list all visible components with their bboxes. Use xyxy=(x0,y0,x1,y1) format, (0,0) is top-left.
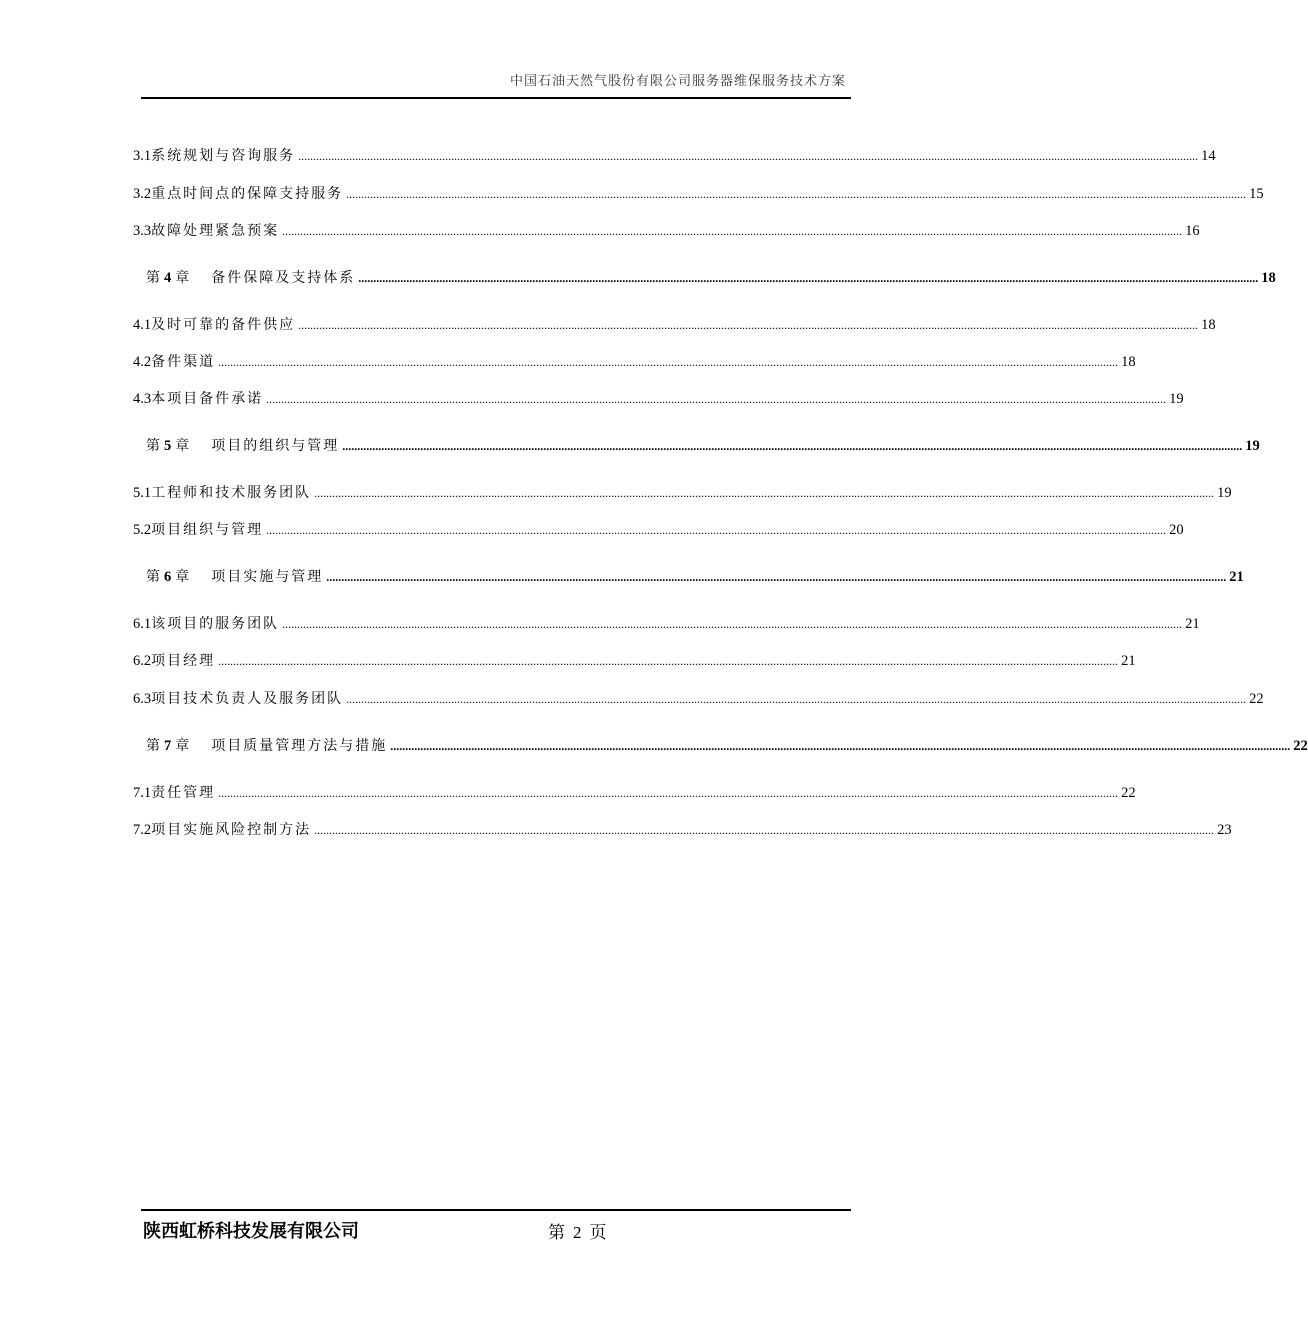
toc-entry[interactable] xyxy=(133,613,1200,635)
toc-chapter-prefix: 第 xyxy=(146,438,160,454)
toc-entry-number: 3.2 xyxy=(133,186,152,202)
toc-entry[interactable] xyxy=(133,388,1184,410)
toc-entry[interactable] xyxy=(133,688,1264,710)
toc-leader-dots: ............................................................................................................................................................................................................................................................................................................ xyxy=(282,224,1183,238)
toc-chapter-number: 6 xyxy=(164,569,172,585)
footer-page-number xyxy=(548,1218,607,1243)
toc-chapter-prefix: 第 xyxy=(146,270,160,286)
toc-entry-number: 5.2 xyxy=(133,522,152,538)
toc-entry-number: 4.2 xyxy=(133,354,152,370)
toc-entry-page: 14 xyxy=(1201,148,1216,164)
footer-company-name: 陕西虹桥科技发展有限公司 xyxy=(143,1221,359,1242)
toc-leader-dots: ............................................................................................................................................................................................................................................................................................................ xyxy=(218,355,1119,369)
toc-leader-dots: ............................................................................................................................................................................................................................................................................................................ xyxy=(342,439,1243,453)
toc-entry-page: 22 xyxy=(1293,738,1308,754)
toc-entry-number: 7.1 xyxy=(133,785,152,801)
toc-chapter-entry[interactable] xyxy=(146,566,1244,588)
toc-entry-title: 故障处理紧急预案 xyxy=(151,223,280,239)
toc-entry-title: 系统规划与咨询服务 xyxy=(151,148,296,164)
toc-leader-dots: ............................................................................................................................................................................................................................................................................................................ xyxy=(314,823,1215,837)
toc-entry-number: 4.3 xyxy=(133,391,152,407)
toc-chapter-number: 7 xyxy=(164,738,172,754)
toc-entry-title: 项目实施风险控制方法 xyxy=(151,822,312,838)
toc-entry[interactable] xyxy=(133,351,1136,373)
footer-page-suffix: 页 xyxy=(589,1223,607,1243)
toc-entry-title: 项目实施与管理 xyxy=(211,569,324,585)
header-rule xyxy=(141,97,851,99)
footer-rule xyxy=(141,1209,851,1211)
toc-chapter-prefix: 第 xyxy=(146,569,160,585)
toc-entry-title: 项目质量管理方法与措施 xyxy=(211,738,388,754)
toc-entry-title: 及时可靠的备件供应 xyxy=(151,317,296,333)
toc-entry-page: 19 xyxy=(1217,485,1232,501)
toc-entry-page: 19 xyxy=(1245,438,1260,454)
toc-chapter-number: 5 xyxy=(164,438,172,454)
toc-entry-page: 15 xyxy=(1249,186,1264,202)
toc-entry-title: 本项目备件承诺 xyxy=(151,391,264,407)
toc-entry[interactable] xyxy=(133,183,1264,205)
document-header-title: 中国石油天然气股份有限公司服务器维保服务技术方案 xyxy=(509,74,846,89)
toc-entry-page: 18 xyxy=(1201,317,1216,333)
toc-leader-dots: ............................................................................................................................................................................................................................................................................................................ xyxy=(266,392,1167,406)
toc-leader-dots: ............................................................................................................................................................................................................................................................................................................ xyxy=(314,486,1215,500)
toc-leader-dots: ............................................................................................................................................................................................................................................................................................................ xyxy=(218,654,1119,668)
toc-chapter-prefix: 第 xyxy=(146,738,160,754)
footer-page-value: 2 xyxy=(573,1223,582,1242)
toc-leader-dots: ............................................................................................................................................................................................................................................................................................................ xyxy=(218,786,1119,800)
toc-entry-number: 6.1 xyxy=(133,616,152,632)
toc-entry-page: 21 xyxy=(1121,653,1136,669)
toc-entry-number: 7.2 xyxy=(133,822,152,838)
toc-entry[interactable] xyxy=(133,519,1184,541)
toc-entry-title: 项目组织与管理 xyxy=(151,522,264,538)
toc-leader-dots: ............................................................................................................................................................................................................................................................................................................ xyxy=(346,187,1247,201)
toc-chapter-suffix: 章 xyxy=(175,270,190,286)
toc-entry-title: 责任管理 xyxy=(151,785,216,801)
toc-leader-dots: ............................................................................................................................................................................................................................................................................................................ xyxy=(390,739,1291,753)
toc-entry-page: 19 xyxy=(1169,391,1184,407)
toc-chapter-suffix: 章 xyxy=(175,738,190,754)
toc-entry[interactable] xyxy=(133,482,1232,504)
toc-entry-page: 18 xyxy=(1121,354,1136,370)
toc-entry-title: 项目技术负责人及服务团队 xyxy=(151,691,344,707)
toc-entry-page: 21 xyxy=(1185,616,1200,632)
toc-entry-page: 18 xyxy=(1261,270,1276,286)
toc-entry-number: 5.1 xyxy=(133,485,152,501)
toc-entry-number: 6.3 xyxy=(133,691,152,707)
toc-entry-title: 备件保障及支持体系 xyxy=(211,270,356,286)
toc-entry-number: 4.1 xyxy=(133,317,152,333)
toc-entry-page: 21 xyxy=(1229,569,1244,585)
toc-chapter-suffix: 章 xyxy=(175,569,190,585)
toc-entry[interactable] xyxy=(133,220,1200,242)
toc-entry-page: 16 xyxy=(1185,223,1200,239)
toc-chapter-entry[interactable] xyxy=(146,435,1260,457)
toc-entry-number: 6.2 xyxy=(133,653,152,669)
toc-entry-number: 3.1 xyxy=(133,148,152,164)
toc-entry-number: 3.3 xyxy=(133,223,152,239)
toc-entry-page: 20 xyxy=(1169,522,1184,538)
toc-chapter-number: 4 xyxy=(164,270,172,286)
toc-entry[interactable] xyxy=(133,145,1216,167)
toc-leader-dots: ............................................................................................................................................................................................................................................................................................................ xyxy=(326,570,1227,584)
toc-entry[interactable] xyxy=(133,314,1216,336)
toc-leader-dots: ............................................................................................................................................................................................................................................................................................................ xyxy=(298,318,1199,332)
toc-entry-title: 工程师和技术服务团队 xyxy=(151,485,312,501)
toc-leader-dots: ............................................................................................................................................................................................................................................................................................................ xyxy=(282,617,1183,631)
toc-entry-title: 备件渠道 xyxy=(151,354,216,370)
toc-entry-title: 项目的组织与管理 xyxy=(211,438,340,454)
toc-leader-dots: ............................................................................................................................................................................................................................................................................................................ xyxy=(358,271,1259,285)
toc-entry-page: 23 xyxy=(1217,822,1232,838)
toc-leader-dots: ............................................................................................................................................................................................................................................................................................................ xyxy=(346,692,1247,706)
toc-leader-dots: ............................................................................................................................................................................................................................................................................................................ xyxy=(298,149,1199,163)
toc-entry[interactable] xyxy=(133,650,1136,672)
toc-entry[interactable] xyxy=(133,782,1136,804)
toc-chapter-entry[interactable] xyxy=(146,735,1308,757)
toc-entry-title: 项目经理 xyxy=(151,653,216,669)
toc-chapter-suffix: 章 xyxy=(175,438,190,454)
toc-chapter-entry[interactable] xyxy=(146,267,1276,289)
toc-entry-title: 该项目的服务团队 xyxy=(151,616,280,632)
toc-entry[interactable] xyxy=(133,819,1232,841)
footer-page-prefix: 第 xyxy=(548,1223,565,1243)
toc-entry-page: 22 xyxy=(1249,691,1264,707)
toc-entry-title: 重点时间点的保障支持服务 xyxy=(151,186,344,202)
toc-entry-page: 22 xyxy=(1121,785,1136,801)
toc-leader-dots: ............................................................................................................................................................................................................................................................................................................ xyxy=(266,523,1167,537)
